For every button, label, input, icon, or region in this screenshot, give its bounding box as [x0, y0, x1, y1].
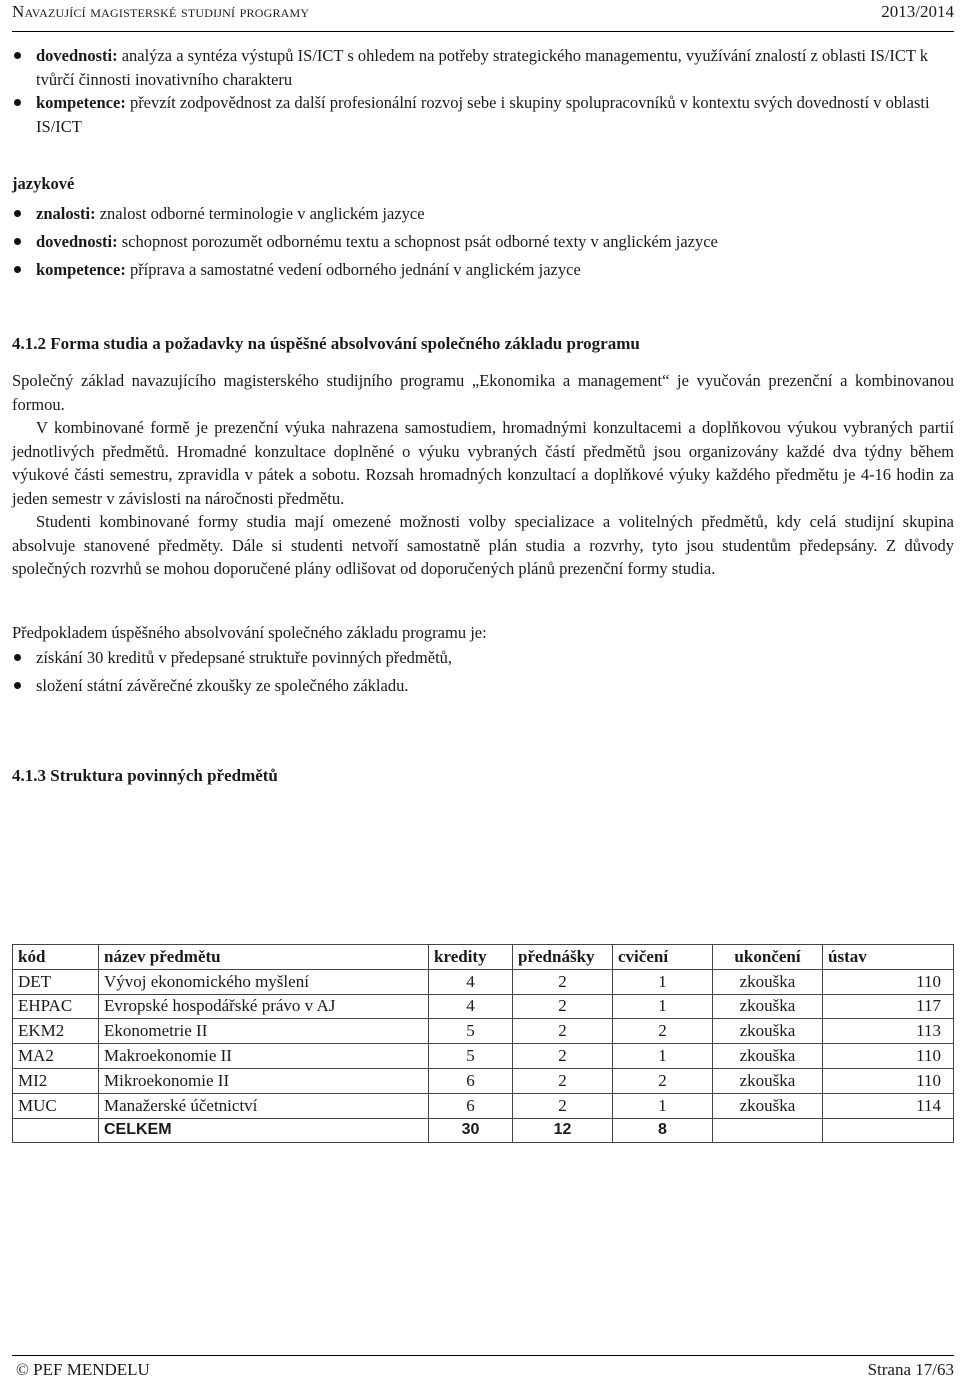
- cell: zkouška: [713, 1068, 823, 1093]
- cell: [823, 1118, 954, 1143]
- table-header-row: [13, 945, 954, 970]
- paragraph: Studenti kombinované formy studia mají omezené možnosti volby specializace a volitelných předmětů, kdy celá studijní skupina absolvuje stanovené předměty. Dále si studenti netvoří samostatně plán studia a rozvrhy, tyto jsou studentům předepsány. Z důvody společných rozvrhů se mohou doporučené plány odlišovat od doporučených plánů prezenční formy studia.: [12, 512, 954, 578]
- col-header: název předmětu: [99, 945, 429, 970]
- item-label: dovednosti:: [36, 46, 118, 65]
- col-header: přednášky: [513, 945, 613, 970]
- item-text: schopnost porozumět odbornému textu a schopnost psát odborné texty v anglickém jazyce: [117, 231, 718, 251]
- page-header: [12, 2, 954, 32]
- subjects-table: [12, 944, 954, 1143]
- cell: Ekonometrie II: [99, 1019, 429, 1044]
- list-item: získání 30 kreditů v předepsané struktuře povinných předmětů,: [12, 644, 954, 672]
- prerequisites-list: [12, 644, 954, 700]
- list-item: [12, 256, 954, 284]
- item-text: příprava a samostatné vedení odborného jednání v anglickém jazyce: [125, 259, 581, 279]
- cell: Evropské hospodářské právo v AJ: [99, 994, 429, 1019]
- cell: 2: [513, 1093, 613, 1118]
- cell: 2: [513, 1019, 613, 1044]
- list-item: [12, 44, 954, 91]
- cell: 110: [823, 1044, 954, 1069]
- cell: Manažerské účetnictví: [99, 1093, 429, 1118]
- cell: 5: [429, 1044, 513, 1069]
- cell: 6: [429, 1068, 513, 1093]
- col-header: kód: [13, 945, 99, 970]
- section-heading-412: 4.1.2 Forma studia a požadavky na úspěšné absolvování společného základu programu: [12, 333, 640, 353]
- cell: MA2: [13, 1044, 99, 1069]
- cell: 4: [429, 969, 513, 994]
- footer-copyright: © PEF MENDELU: [16, 1360, 150, 1379]
- cell: 114: [823, 1093, 954, 1118]
- cell: zkouška: [713, 1093, 823, 1118]
- cell: 2: [513, 994, 613, 1019]
- cell: 2: [613, 1019, 713, 1044]
- cell: 5: [429, 1019, 513, 1044]
- cell: 1: [613, 1044, 713, 1069]
- col-header: ústav: [823, 945, 954, 970]
- page-content: [12, 44, 954, 788]
- prerequisites-intro: Předpokladem úspěšného absolvování společného základu programu je:: [12, 622, 487, 642]
- cell: 1: [613, 994, 713, 1019]
- paragraph: V kombinované formě je prezenční výuka nahrazena samostudiem, hromadnými konzultacemi a doplňkovou výukou vybraných partií jednotlivých předmětů. Hromadné konzultace doplněné o výuku vybraných částí předmětů jsou organizovány každé dva týdny během výukové části semestru, zpravidla v pátek a sobotu. Rozsah hromadných konzultací a doplňkové výuky každého předmětu je 4-16 hodin za jeden semestr v závislosti na náročnosti předmětu.: [12, 418, 954, 508]
- cell: CELKEM: [99, 1118, 429, 1143]
- table-row: [13, 994, 954, 1019]
- table-total-row: [13, 1118, 954, 1143]
- cell: 2: [613, 1068, 713, 1093]
- cell: 110: [823, 1068, 954, 1093]
- header-title: Navazující magisterské studijní programy: [12, 2, 310, 21]
- cell: 117: [823, 994, 954, 1019]
- cell: EHPAC: [13, 994, 99, 1019]
- item-label: kompetence:: [36, 93, 126, 112]
- header-year: 2013/2014: [881, 2, 954, 21]
- footer-page-number: Strana 17/63: [867, 1360, 954, 1379]
- cell: 1: [613, 1093, 713, 1118]
- cell: 30: [429, 1118, 513, 1143]
- cell: 1: [613, 969, 713, 994]
- cell: MUC: [13, 1093, 99, 1118]
- cell: 4: [429, 994, 513, 1019]
- cell: Vývoj ekonomického myšlení: [99, 969, 429, 994]
- cell: EKM2: [13, 1019, 99, 1044]
- table-row: [13, 1068, 954, 1093]
- table-row: [13, 1093, 954, 1118]
- cell: [13, 1118, 99, 1143]
- col-header: ukončení: [713, 945, 823, 970]
- list-item: složení státní závěrečné zkoušky ze společného základu.: [12, 672, 954, 700]
- competence-list: [12, 44, 954, 138]
- paragraph: Společný základ navazujícího magisterského studijního programu „Ekonomika a management“ je vyučován prezenční a kombinovanou formou.: [12, 371, 954, 414]
- table-row: [13, 969, 954, 994]
- cell: DET: [13, 969, 99, 994]
- table-row: [13, 1044, 954, 1069]
- item-text: analýza a syntéza výstupů IS/ICT s ohledem na potřeby strategického managementu, využívání znalostí z oblasti IS/ICT k tvůrčí činnosti inovativního charakteru: [36, 46, 929, 89]
- item-label: znalosti:: [36, 203, 96, 223]
- cell: 2: [513, 1044, 613, 1069]
- col-header: cvičení: [613, 945, 713, 970]
- cell: 110: [823, 969, 954, 994]
- col-header: kredity: [429, 945, 513, 970]
- cell: zkouška: [713, 969, 823, 994]
- language-list: [12, 200, 954, 284]
- cell: Makroekonomie II: [99, 1044, 429, 1069]
- list-item: [12, 91, 954, 138]
- list-item: [12, 228, 954, 256]
- cell: MI2: [13, 1068, 99, 1093]
- cell: zkouška: [713, 1044, 823, 1069]
- item-text: převzít zodpovědnost za další profesionální rozvoj sebe i skupiny spolupracovníků v kontextu svých dovedností v oblasti IS/ICT: [36, 93, 930, 136]
- cell: 12: [513, 1118, 613, 1143]
- item-label: kompetence:: [36, 259, 126, 279]
- language-heading: jazykové: [12, 174, 75, 193]
- cell: 2: [513, 969, 613, 994]
- cell: zkouška: [713, 994, 823, 1019]
- cell: [713, 1118, 823, 1143]
- cell: 113: [823, 1019, 954, 1044]
- cell: zkouška: [713, 1019, 823, 1044]
- cell: 8: [613, 1118, 713, 1143]
- section-heading-413: 4.1.3 Struktura povinných předmětů: [12, 766, 278, 785]
- item-label: dovednosti:: [36, 231, 118, 251]
- item-text: znalost odborné terminologie v anglickém jazyce: [95, 203, 425, 223]
- table-row: [13, 1019, 954, 1044]
- cell: 6: [429, 1093, 513, 1118]
- cell: Mikroekonomie II: [99, 1068, 429, 1093]
- list-item: [12, 200, 954, 228]
- cell: 2: [513, 1068, 613, 1093]
- page-footer: [12, 1355, 954, 1379]
